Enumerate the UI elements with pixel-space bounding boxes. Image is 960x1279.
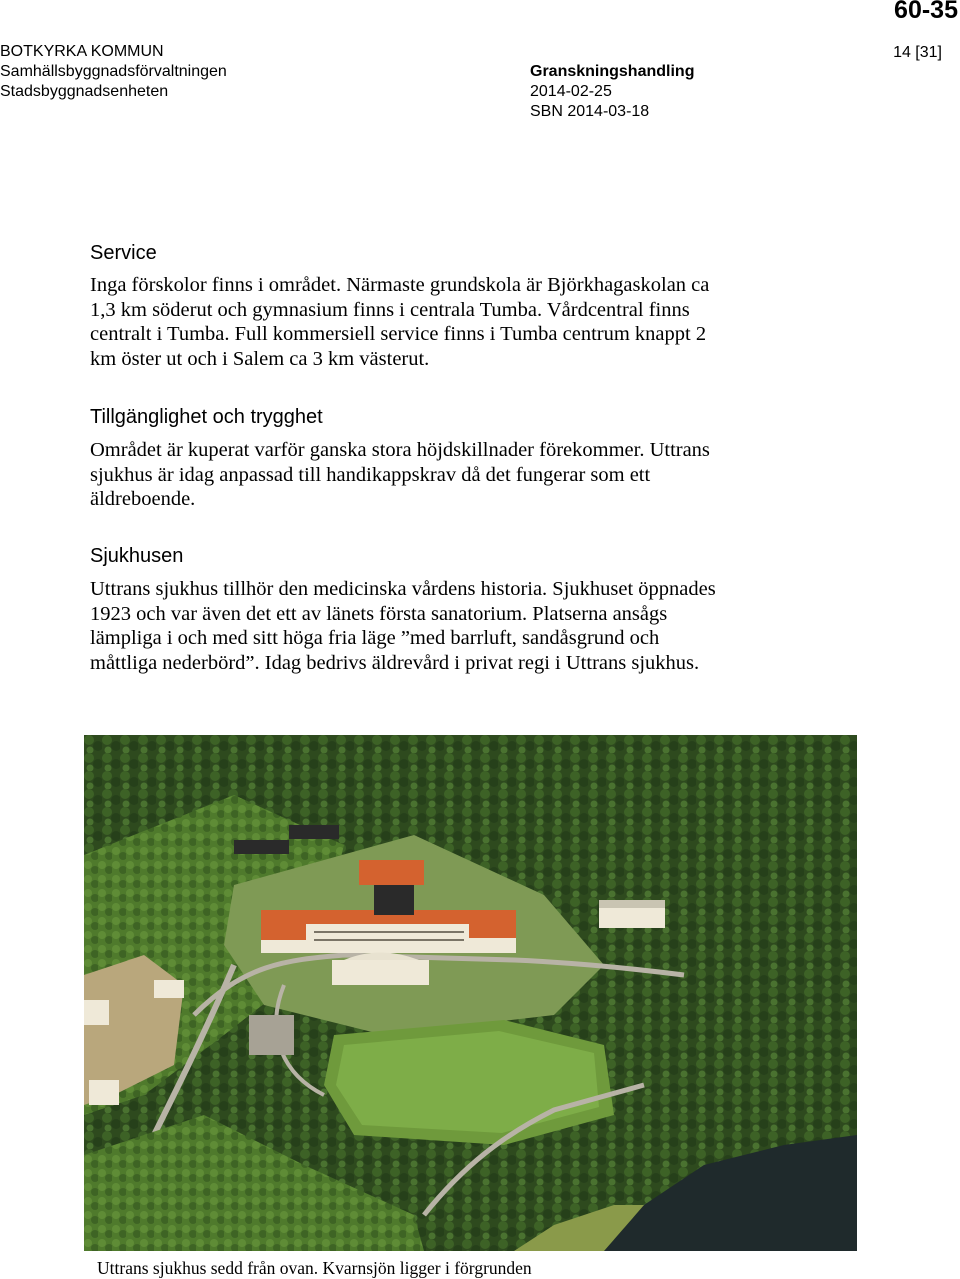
unit-name: Stadsbyggnadsenheten (0, 83, 169, 100)
document-type: Granskningshandling (530, 63, 695, 80)
body-line: Inga förskolor finns i området. Närmaste grundskola är Björkhagaskolan ca (90, 274, 710, 296)
body-line: sjukhus är idag anpassad till handikappskrav då det fungerar som ett (90, 463, 651, 486)
body-line: km öster ut och i Salem ca 3 km västerut. (90, 347, 430, 370)
body-line: 1923 och var även det ett av länets första sanatorium. Platserna ansågs (90, 602, 668, 625)
section-body-service (90, 273, 830, 371)
section-heading-hospitals: Sjukhusen (90, 545, 184, 567)
header-organization (0, 42, 227, 102)
section-heading-accessibility: Tillgänglighet och trygghet (90, 406, 323, 428)
photo-caption: Uttrans sjukhus sedd från ovan. Kvarnsjön ligger i förgrunden (97, 1258, 532, 1278)
document-date: 2014-02-25 (530, 83, 612, 100)
sbn-date: SBN 2014-03-18 (530, 103, 650, 120)
section-heading-service: Service (90, 242, 157, 264)
body-line: Uttrans sjukhus tillhör den medicinska vårdens historia. Sjukhuset öppnades (90, 578, 716, 600)
page-number: 14 [31] (893, 44, 942, 61)
body-line: måttliga nederbörd”. Idag bedrivs äldrevård i privat regi i Uttrans sjukhus. (90, 651, 700, 674)
department-name: Samhällsbyggnadsförvaltningen (0, 63, 227, 80)
body-line: Området är kuperat varför ganska stora höjdskillnader förekommer. Uttrans (90, 439, 710, 461)
aerial-photo-hospital (84, 735, 857, 1251)
section-body-accessibility (90, 438, 830, 512)
municipality-name: BOTKYRKA KOMMUN (0, 43, 164, 60)
header-document-info (530, 62, 694, 122)
body-line: äldreboende. (90, 488, 196, 511)
body-line: 1,3 km söderut och gymnasium finns i centrala Tumba. Vårdcentral finns (90, 298, 690, 321)
document-number: 60-35 (894, 0, 958, 24)
body-line: centralt i Tumba. Full kommersiell service finns i Tumba centrum knappt 2 (90, 323, 707, 346)
body-line: lämpliga i och med sitt höga fria läge ”med barrluft, sandåsgrund och (90, 627, 660, 650)
section-body-hospitals (90, 577, 830, 675)
